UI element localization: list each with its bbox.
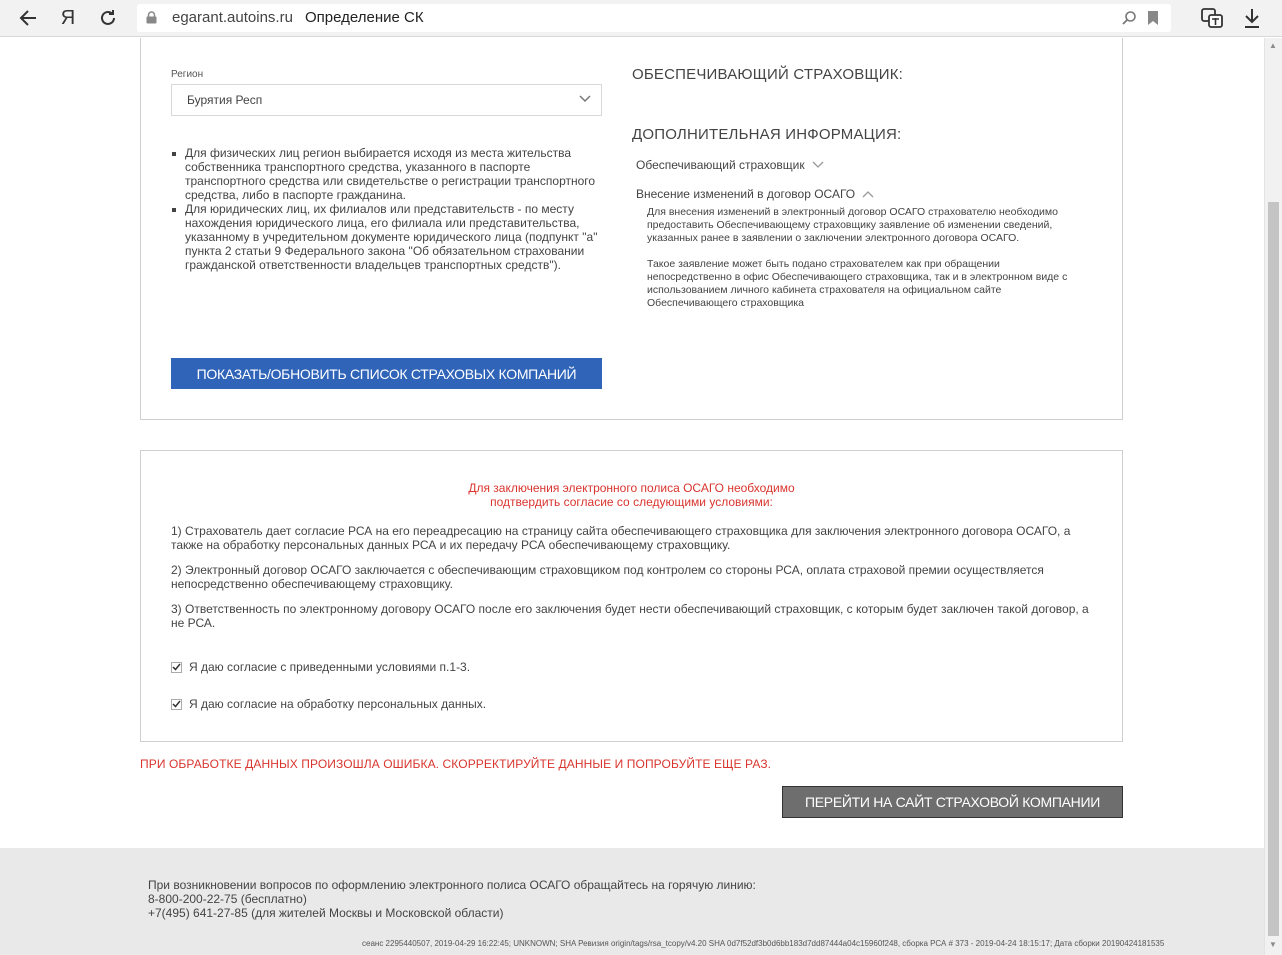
browser-toolbar: [0, 0, 1282, 37]
checkbox-check-icon: [171, 699, 182, 710]
additional-info-title: ДОПОЛНИТЕЛЬНАЯ ИНФОРМАЦИЯ:: [632, 126, 902, 143]
accordion-changes-label: Внесение изменений в договор ОСАГО: [636, 187, 856, 201]
page-content: [0, 38, 1264, 955]
address-page-title: Определение СК: [305, 9, 424, 26]
term-3: 3) Ответственность по электронному договору ОСАГО после его заключения будет нести обеспечивающий страховщик, с которым будет заключен такой договор, а не РСА.: [171, 602, 1089, 630]
search-icon[interactable]: [1121, 10, 1137, 26]
accordion-insurer[interactable]: [636, 158, 824, 172]
back-arrow-icon[interactable]: [14, 4, 42, 32]
scroll-down-icon[interactable]: ▼: [1269, 940, 1277, 949]
region-label: Регион: [171, 69, 204, 80]
consent-personal-data-checkbox[interactable]: [171, 697, 486, 711]
term-1: 1) Страхователь дает согласие РСА на его переадресацию на страницу сайта обеспечивающего страховщика для заключения электронного договора ОСАГО, а также на обработку персональных данных РСА и их передачу РСА обеспечивающему страховщику.: [171, 524, 1071, 552]
yandex-icon[interactable]: Я: [60, 6, 76, 29]
chevron-up-icon: [862, 190, 874, 198]
translate-icon[interactable]: [1198, 4, 1226, 32]
accordion-insurer-label: Обеспечивающий страховщик: [636, 158, 805, 172]
checkbox-check-icon: [171, 662, 182, 673]
build-info: сеанс 2295440507, 2019-04-29 16:22:45; UNKNOWN; SHA Ревизия origin/tags/rsa_tcopy/v4.20 SHA 0d7f52df3b0d6bb183d7dd87444a04c15960f248, сборка РСА # 373 - 2019-04-24 18:15:17; Дата сборки 20190424181535: [362, 939, 1165, 948]
vertical-scrollbar[interactable]: [1264, 38, 1282, 955]
accordion-changes-text-1: Для внесения изменений в электронный договор ОСАГО страхователю необходимо предоставить Обеспечивающему страховщику заявление об изменении сведений, указанных ранее в заявлении о заключении электронного договора ОСАГО.: [647, 206, 1058, 244]
reload-icon[interactable]: [94, 4, 122, 32]
footer-hotline-text: При возникновении вопросов по оформлению электронного полиса ОСАГО обращайтесь на горячую линию:: [148, 878, 756, 892]
region-select[interactable]: [171, 84, 602, 116]
download-icon[interactable]: [1238, 4, 1266, 32]
insurer-title: ОБЕСПЕЧИВАЮЩИЙ СТРАХОВЩИК:: [632, 66, 904, 83]
region-value: Бурятия Респ: [187, 93, 263, 107]
go-to-insurer-button[interactable]: ПЕРЕЙТИ НА САЙТ СТРАХОВОЙ КОМПАНИИ: [782, 786, 1123, 818]
address-bar[interactable]: [137, 4, 1171, 32]
footer-phone-free: 8-800-200-22-75 (бесплатно): [148, 892, 307, 906]
lock-icon: [146, 11, 157, 24]
region-note: Для физических лиц регион выбирается исходя из места жительства собственника транспортного средства, указанного в паспорте транспортного средства или свидетельстве о регистрации транспортного средства, либо в паспорте гражданина.: [172, 146, 602, 202]
consent-terms-label: Я даю согласие с приведенными условиями п.1-3.: [189, 660, 471, 674]
accordion-changes-text-2: Такое заявление может быть подано страхователем как при обращении непосредственно в офис Обеспечивающего страховщика, так и в электронном виде с использованием личного кабинета страхователя на официальном сайте Обеспечивающего страховщика: [647, 258, 1068, 309]
error-message: ПРИ ОБРАБОТКЕ ДАННЫХ ПРОИЗОШЛА ОШИБКА. СКОРРЕКТИРУЙТЕ ДАННЫЕ И ПОПРОБУЙТЕ ЕЩЕ РАЗ.: [140, 757, 772, 771]
terms-heading-line2: подтвердить согласие со следующими условиями:: [490, 495, 773, 509]
show-companies-button[interactable]: ПОКАЗАТЬ/ОБНОВИТЬ СПИСОК СТРАХОВЫХ КОМПАНИЙ: [171, 358, 602, 389]
scroll-thumb[interactable]: [1268, 202, 1279, 936]
region-note: Для юридических лиц, их филиалов или представительств - по месту нахождения юридического лица, его филиала или представительства, указанному в учредительном документе юридического лица (подпункт "а" пункта 2 статьи 9 Федерального закона "Об обязательном страховании гражданской ответственности владельцев транспортных средств").: [172, 202, 602, 272]
consent-terms-checkbox[interactable]: [171, 660, 470, 674]
scroll-up-icon[interactable]: ▲: [1269, 41, 1277, 50]
term-2: 2) Электронный договор ОСАГО заключается с обеспечивающим страховщиком под контролем со стороны РСА, оплата страховой премии осуществляется непосредственно обеспечивающему страховщику.: [171, 563, 1044, 591]
chevron-down-icon: [579, 95, 591, 103]
accordion-changes[interactable]: [636, 187, 874, 201]
consent-personal-data-label: Я даю согласие на обработку персональных данных.: [189, 697, 487, 711]
region-notes: [172, 146, 602, 272]
bookmark-icon[interactable]: [1147, 10, 1159, 26]
terms-heading-line1: Для заключения электронного полиса ОСАГО необходимо: [468, 481, 795, 495]
chevron-down-icon: [812, 161, 824, 169]
footer-phone-moscow: +7(495) 641-27-85 (для жителей Москвы и Московской области): [148, 906, 504, 920]
address-host: egarant.autoins.ru: [172, 9, 293, 26]
